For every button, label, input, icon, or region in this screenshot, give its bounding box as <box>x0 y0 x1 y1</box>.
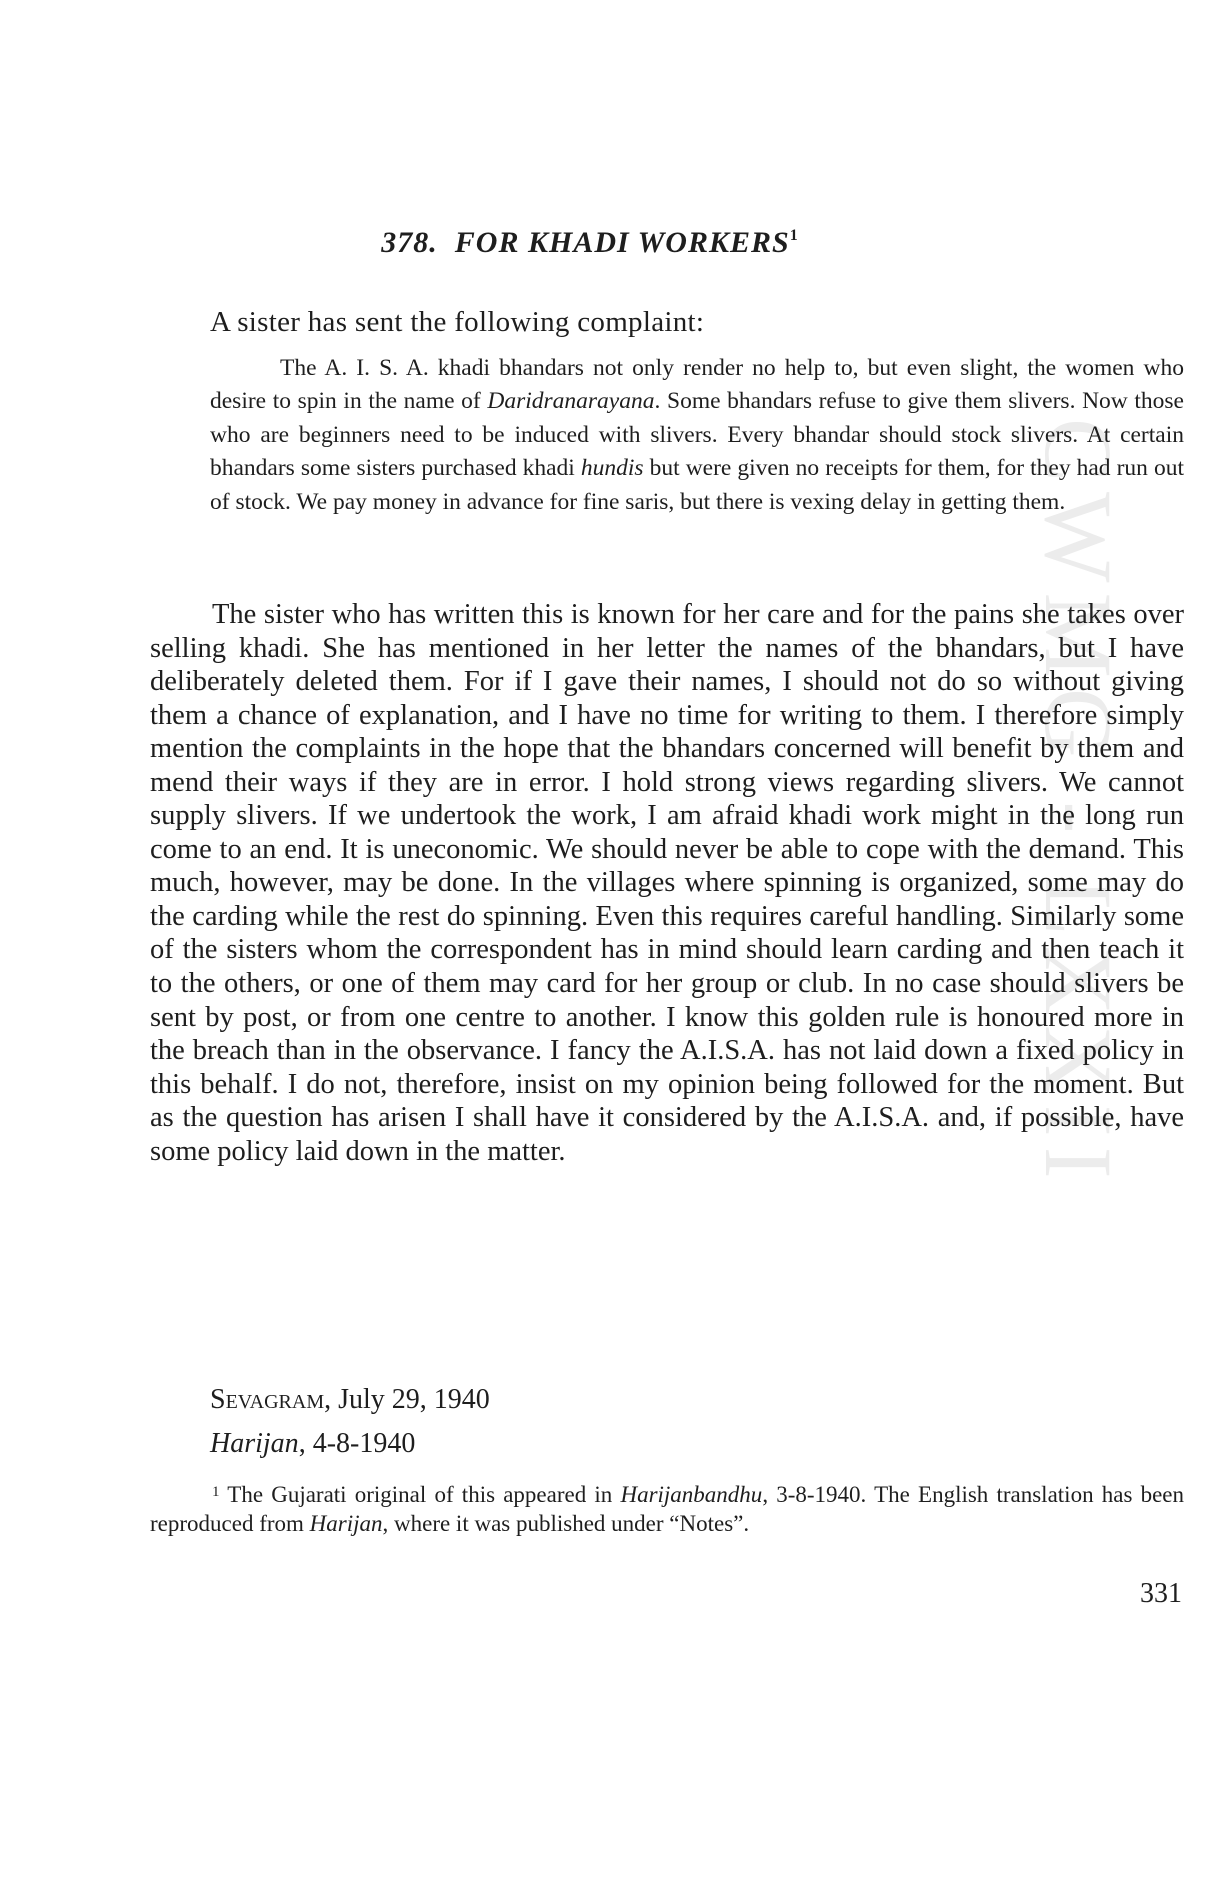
signoff-place: Sevagram <box>210 1384 325 1415</box>
footnote-italic-2: Harijan <box>309 1510 383 1536</box>
quote-text-2: . Some bhandars refuse to give them slivers. Now those who are beginners need to be induced with slivers. Every bhandar should stock slivers. At certain bhandars some sisters purchased khadi <box>210 388 1184 482</box>
footnote-italic-1: Harijanbandhu <box>620 1482 763 1507</box>
intro-line: A sister has sent the following complaint: <box>210 306 705 338</box>
footnote-text-2: , 3-8-1940. The English translation has been reproduced from <box>150 1482 1185 1536</box>
source-citation <box>210 1428 415 1460</box>
quote-text-1: The A. I. S. A. khadi bhandars not only render no help to, but even slight, the women who desire to spin in the name of <box>210 355 1184 415</box>
source-publication: Harijan <box>210 1428 299 1459</box>
footnote-text-1: The Gujarati original of this appeared in <box>219 1482 621 1507</box>
quote-italic-1: Daridranarayana <box>487 388 655 415</box>
signoff-date: , July 29, 1940 <box>324 1384 490 1415</box>
quote-italic-2: hundis <box>580 455 644 482</box>
page-number: 331 <box>1140 1578 1182 1609</box>
footnote <box>150 1478 1184 1538</box>
article-heading <box>150 226 1030 260</box>
heading-footnote-marker: 1 <box>789 227 799 244</box>
footnote-marker: 1 <box>212 1484 220 1500</box>
footnote-text-3: , where it was published under “Notes”. <box>382 1510 750 1536</box>
signoff <box>210 1384 490 1416</box>
body-paragraph: The sister who has written this is known for her care and for the pains she takes over selling khadi. She has mentioned in her letter the names of the bhandars, but I have deliberately deleted them. For if I gave their names, I should not do so without giving them a chance of explanation, and I have no time for writing to them. I therefore simply mention the complaints in the hope that the bhandars concerned will benefit by them and mend their ways if they are in error. I hold strong views regarding slivers. We cannot supply slivers. If we undertook the work, I am afraid khadi work might in the long run come to an end. It is uneconomic. We should never be able to cope with the demand. This much, however, may be done. In the villages where spinning is organized, some may do the carding while the rest do spinning. Even this requires careful handling. Similarly some of the sisters whom the correspondent has in mind should learn carding and then teach it to the others, or one of them may card for her group or club. In no case should slivers be sent by post, or from one centre to another. I know this golden rule is honoured more in the breach than in the observance. I fancy the A.I.S.A. has not laid down a fixed policy in this behalf. I do not, therefore, insist on my opinion being followed for the moment. But as the question has arisen I shall have it considered by the A.I.S.A. and, if possible, have some policy laid down in the matter. <box>150 599 1184 1167</box>
quoted-complaint <box>210 352 1184 519</box>
source-date: , 4-8-1940 <box>298 1428 416 1459</box>
article-number: 378. <box>381 226 438 259</box>
quote-text-3: but were given no receipts for them, for they had run out of stock. We pay money in advance for fine saris, but there is vexing delay in getting them. <box>210 455 1184 515</box>
article-title: FOR KHADI WORKERS <box>454 226 790 259</box>
watermark: CWMG - LXXII <box>1025 418 1132 1189</box>
